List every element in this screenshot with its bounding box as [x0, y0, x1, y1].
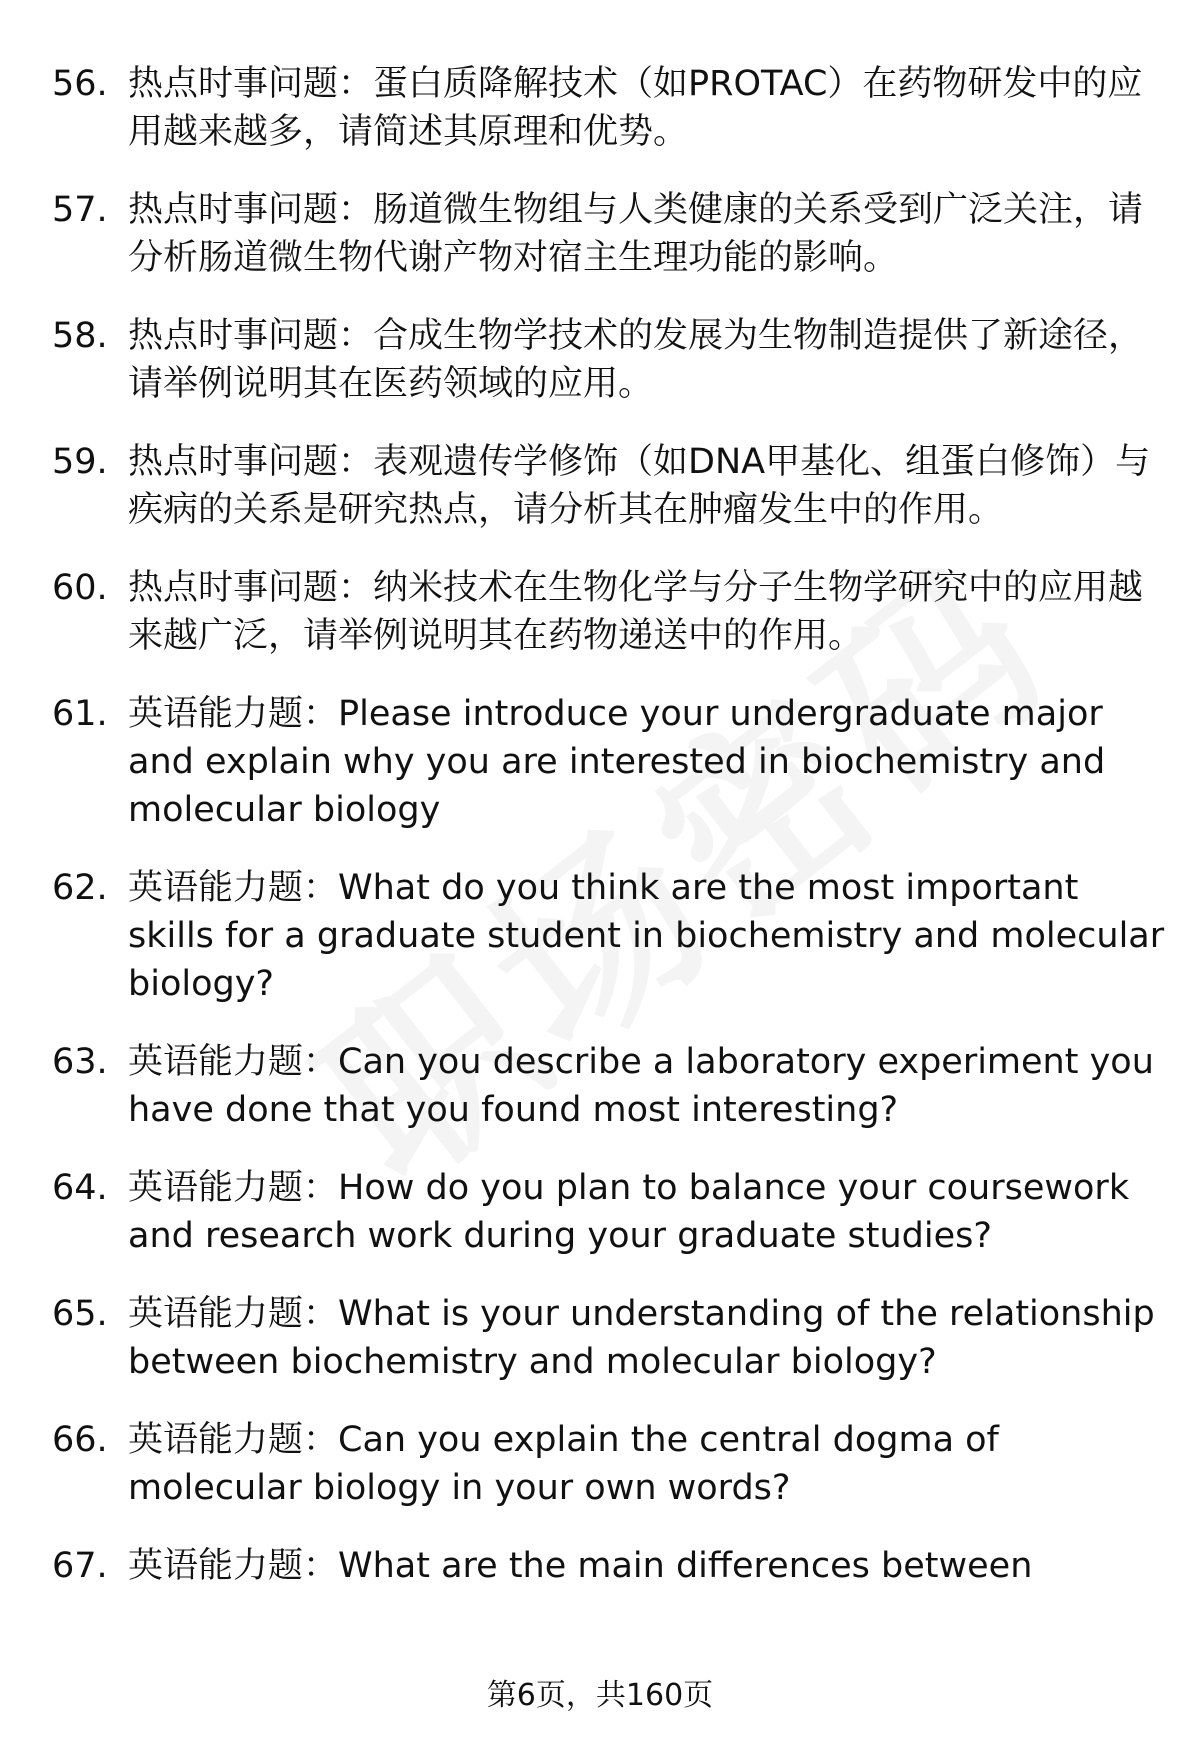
question-item	[52, 186, 1172, 282]
question-category: 热点时事问题：	[128, 64, 374, 104]
question-item	[52, 690, 1172, 834]
question-category: 英语能力题：	[128, 1042, 339, 1082]
question-item	[52, 864, 1172, 1008]
question-item	[52, 1416, 1172, 1512]
question-number: 67.	[52, 1546, 108, 1586]
question-category: 热点时事问题：	[128, 568, 374, 608]
question-body	[128, 564, 1172, 660]
question-number: 61.	[52, 694, 108, 734]
question-body	[128, 864, 1172, 1008]
question-item	[52, 1290, 1172, 1386]
question-text: 合成生物学技术的发展为生物制造提供了新途径，请举例说明其在医药领域的应用。	[128, 316, 1144, 404]
question-number: 57.	[52, 190, 108, 230]
question-item	[52, 60, 1172, 156]
question-number: 59.	[52, 442, 108, 482]
question-category: 英语能力题：	[128, 1168, 339, 1208]
question-text: What are the main differences between	[338, 1546, 1033, 1586]
question-body	[128, 1416, 1172, 1512]
question-number: 62.	[52, 868, 108, 908]
question-body	[128, 60, 1172, 156]
question-text: 蛋白质降解技术（如PROTAC）在药物研发中的应用越来越多，请简述其原理和优势。	[128, 64, 1143, 152]
question-number: 56.	[52, 64, 108, 104]
question-text: 表观遗传学修饰（如DNA甲基化、组蛋白修饰）与疾病的关系是研究热点，请分析其在肿瘤发生中的作用。	[128, 442, 1151, 530]
question-category: 英语能力题：	[128, 694, 339, 734]
question-category: 英语能力题：	[128, 1546, 339, 1586]
question-body	[128, 690, 1172, 834]
question-category: 热点时事问题：	[128, 190, 374, 230]
question-body	[128, 186, 1172, 282]
question-body	[128, 1542, 1172, 1590]
question-category: 热点时事问题：	[128, 442, 374, 482]
question-number: 65.	[52, 1294, 108, 1334]
question-body	[128, 1164, 1172, 1260]
question-text: How do you plan to balance your coursework and research work during your graduate studies?	[128, 1168, 1130, 1256]
question-text: 纳米技术在生物化学与分子生物学研究中的应用越来越广泛，请举例说明其在药物递送中的作用。	[128, 568, 1144, 656]
question-number: 64.	[52, 1168, 108, 1208]
question-list	[52, 60, 1172, 1620]
question-number: 60.	[52, 568, 108, 608]
question-text: Please introduce your undergraduate major and explain why you are interested in biochemistry and molecular biology	[128, 694, 1106, 830]
question-item	[52, 564, 1172, 660]
question-item	[52, 438, 1172, 534]
question-text: 肠道微生物组与人类健康的关系受到广泛关注，请分析肠道微生物代谢产物对宿主生理功能的影响。	[128, 190, 1144, 278]
question-text: What is your understanding of the relationship between biochemistry and molecular biology?	[128, 1294, 1155, 1382]
question-category: 英语能力题：	[128, 1294, 339, 1334]
question-body	[128, 312, 1172, 408]
question-number: 63.	[52, 1042, 108, 1082]
question-text: What do you think are the most important skills for a graduate student in biochemistry and molecular biology?	[128, 868, 1165, 1004]
question-item	[52, 1038, 1172, 1134]
question-text: Can you describe a laboratory experiment you have done that you found most interesting?	[128, 1042, 1154, 1130]
page-footer: 第6页，共160页	[486, 1678, 714, 1713]
question-number: 58.	[52, 316, 108, 356]
question-number: 66.	[52, 1420, 108, 1460]
question-body	[128, 1038, 1172, 1134]
question-category: 热点时事问题：	[128, 316, 374, 356]
question-item	[52, 312, 1172, 408]
question-body	[128, 1290, 1172, 1386]
question-text: Can you explain the central dogma of molecular biology in your own words?	[128, 1420, 999, 1508]
question-body	[128, 438, 1172, 534]
question-category: 英语能力题：	[128, 1420, 339, 1460]
question-category: 英语能力题：	[128, 868, 339, 908]
question-item	[52, 1542, 1172, 1590]
question-item	[52, 1164, 1172, 1260]
